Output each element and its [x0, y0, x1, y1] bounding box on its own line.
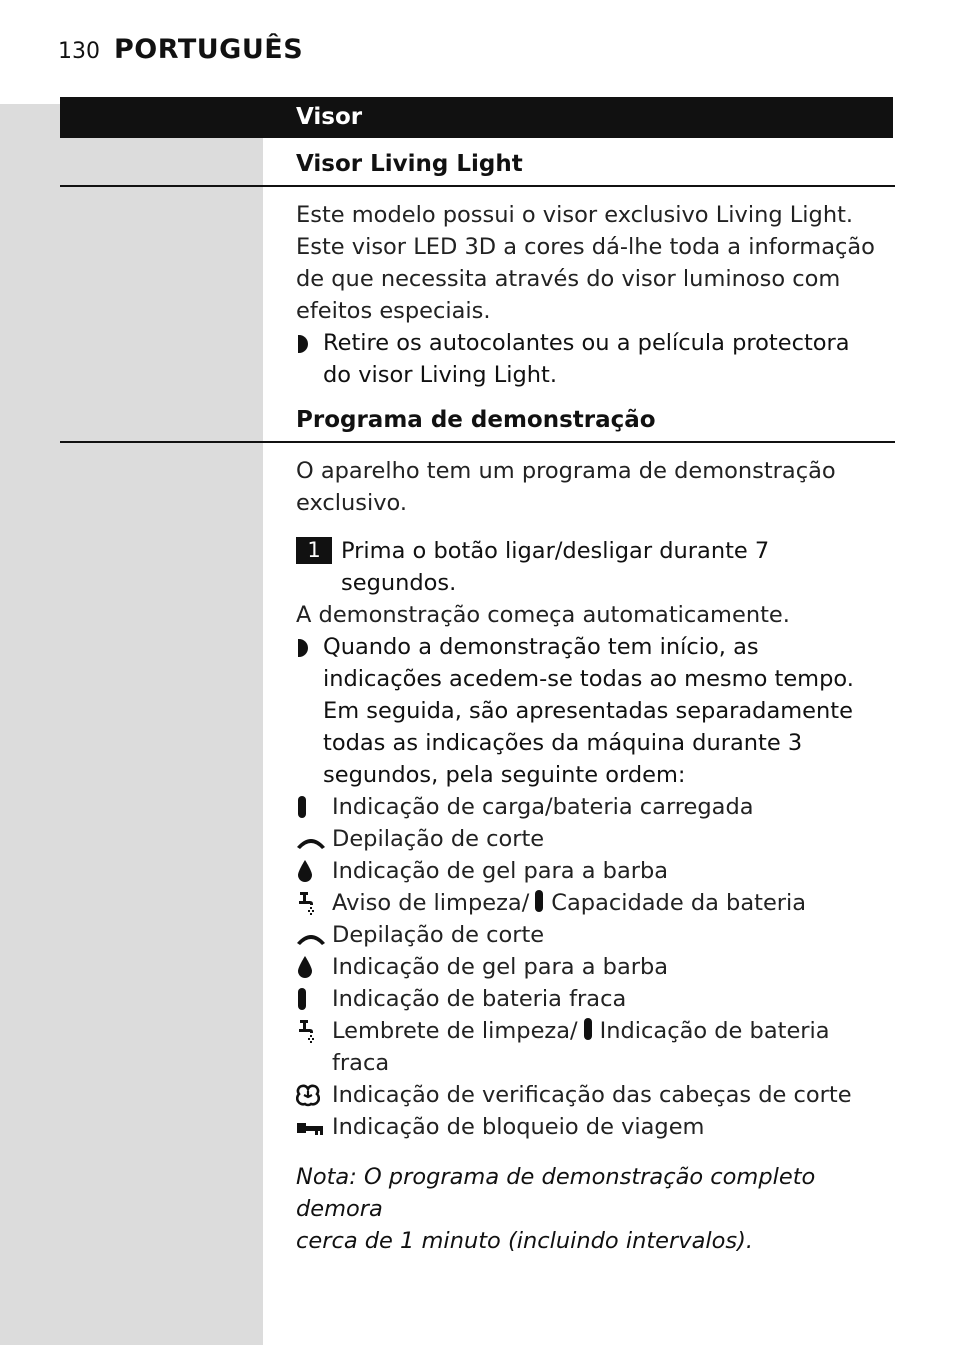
indicator-text: Indicação de gel para a barba: [332, 954, 669, 980]
page-language-title: PORTUGUÊS: [114, 34, 304, 65]
bullet-text: [323, 631, 894, 791]
indicator-text: Indicação de bloqueio de viagem: [332, 1114, 705, 1140]
living-light-paragraph: [296, 199, 894, 327]
indicator-text: Depilação de corte: [332, 826, 545, 852]
text-line: Em seguida, são apresentadas separadamente: [323, 698, 853, 724]
text-line: Nota: O programa de demonstração completo demora: [296, 1164, 816, 1222]
section-title-bar: [60, 97, 893, 138]
text-line: todas as indicações da máquina durante 3: [323, 730, 803, 756]
demo-heading: Programa de demonstração: [296, 407, 656, 433]
text-line: de que necessita através do visor luminoso com: [296, 266, 841, 292]
step-result: A demonstração começa automaticamente.: [296, 602, 790, 628]
faucet-icon: [296, 1015, 332, 1047]
step-number: 1: [296, 537, 332, 564]
indicator-item: [296, 919, 894, 951]
section-title: Visor: [296, 104, 363, 130]
indicator-item: [296, 1015, 894, 1079]
indicator-text: Aviso de limpeza/ Capacidade da bateria: [332, 890, 807, 916]
indicator-text: Indicação de carga/bateria carregada: [332, 794, 754, 820]
indicator-item: [296, 1111, 894, 1143]
indicator-text: Indicação de verificação das cabeças de corte: [332, 1082, 852, 1108]
step-item: [296, 535, 894, 599]
shaving-arc-icon: [296, 919, 332, 951]
text-line: efeitos especiais.: [296, 298, 491, 324]
battery-icon: [296, 791, 332, 823]
page-header: [58, 34, 303, 74]
indicator-text: Indicação de bateria fraca: [332, 986, 627, 1012]
demo-note: [296, 1161, 894, 1257]
text-line: Prima o botão ligar/desligar durante 7: [341, 538, 770, 564]
left-margin-panel: [0, 104, 263, 1345]
travel-lock-icon: [296, 1111, 332, 1143]
gel-drop-icon: [296, 855, 332, 887]
bullet-marker: [296, 327, 323, 391]
bullet-item: [296, 631, 894, 791]
text-line: exclusivo.: [296, 490, 408, 516]
gel-drop-icon: [296, 951, 332, 983]
text-line: O aparelho tem um programa de demonstração: [296, 458, 836, 484]
bullet-item: [296, 327, 894, 391]
faucet-icon: [296, 887, 332, 919]
text-line: Quando a demonstração tem início, as: [323, 634, 759, 660]
indicator-item: [296, 823, 894, 855]
battery-icon: [582, 1017, 596, 1041]
indicator-item: [296, 791, 894, 823]
indicator-text: Lembrete de limpeza/ Indicação de bateria fraca: [332, 1018, 830, 1076]
heading-rule: [60, 441, 895, 443]
text-line: indicações acedem-se todas ao mesmo tempo.: [323, 666, 854, 692]
battery-icon: [533, 889, 547, 913]
text-line: Este visor LED 3D a cores dá-lhe toda a informação: [296, 234, 875, 260]
battery-low-icon: [296, 983, 332, 1015]
shaving-heads-icon: [296, 1079, 332, 1111]
step-text: [341, 535, 894, 599]
text-line: segundos.: [341, 570, 457, 596]
indicator-item: [296, 887, 894, 919]
indicator-text: Depilação de corte: [332, 922, 545, 948]
living-light-heading: Visor Living Light: [296, 151, 523, 177]
indicator-item: [296, 855, 894, 887]
indicator-item: [296, 983, 894, 1015]
text-line: Este modelo possui o visor exclusivo Living Light.: [296, 202, 854, 228]
page-number: 130: [58, 39, 100, 64]
indicator-text: Indicação de gel para a barba: [332, 858, 669, 884]
text-line: do visor Living Light.: [323, 362, 558, 388]
bullet-text: [323, 327, 894, 391]
bullet-marker: [296, 631, 323, 791]
text-line: cerca de 1 minuto (incluindo intervalos).: [296, 1228, 754, 1254]
indicator-item: [296, 1079, 894, 1111]
shaving-arc-icon: [296, 823, 332, 855]
heading-rule: [60, 185, 895, 187]
text-line: Retire os autocolantes ou a película protectora: [323, 330, 850, 356]
indicator-item: [296, 951, 894, 983]
demo-intro: [296, 455, 894, 519]
text-line: segundos, pela seguinte ordem:: [323, 762, 686, 788]
